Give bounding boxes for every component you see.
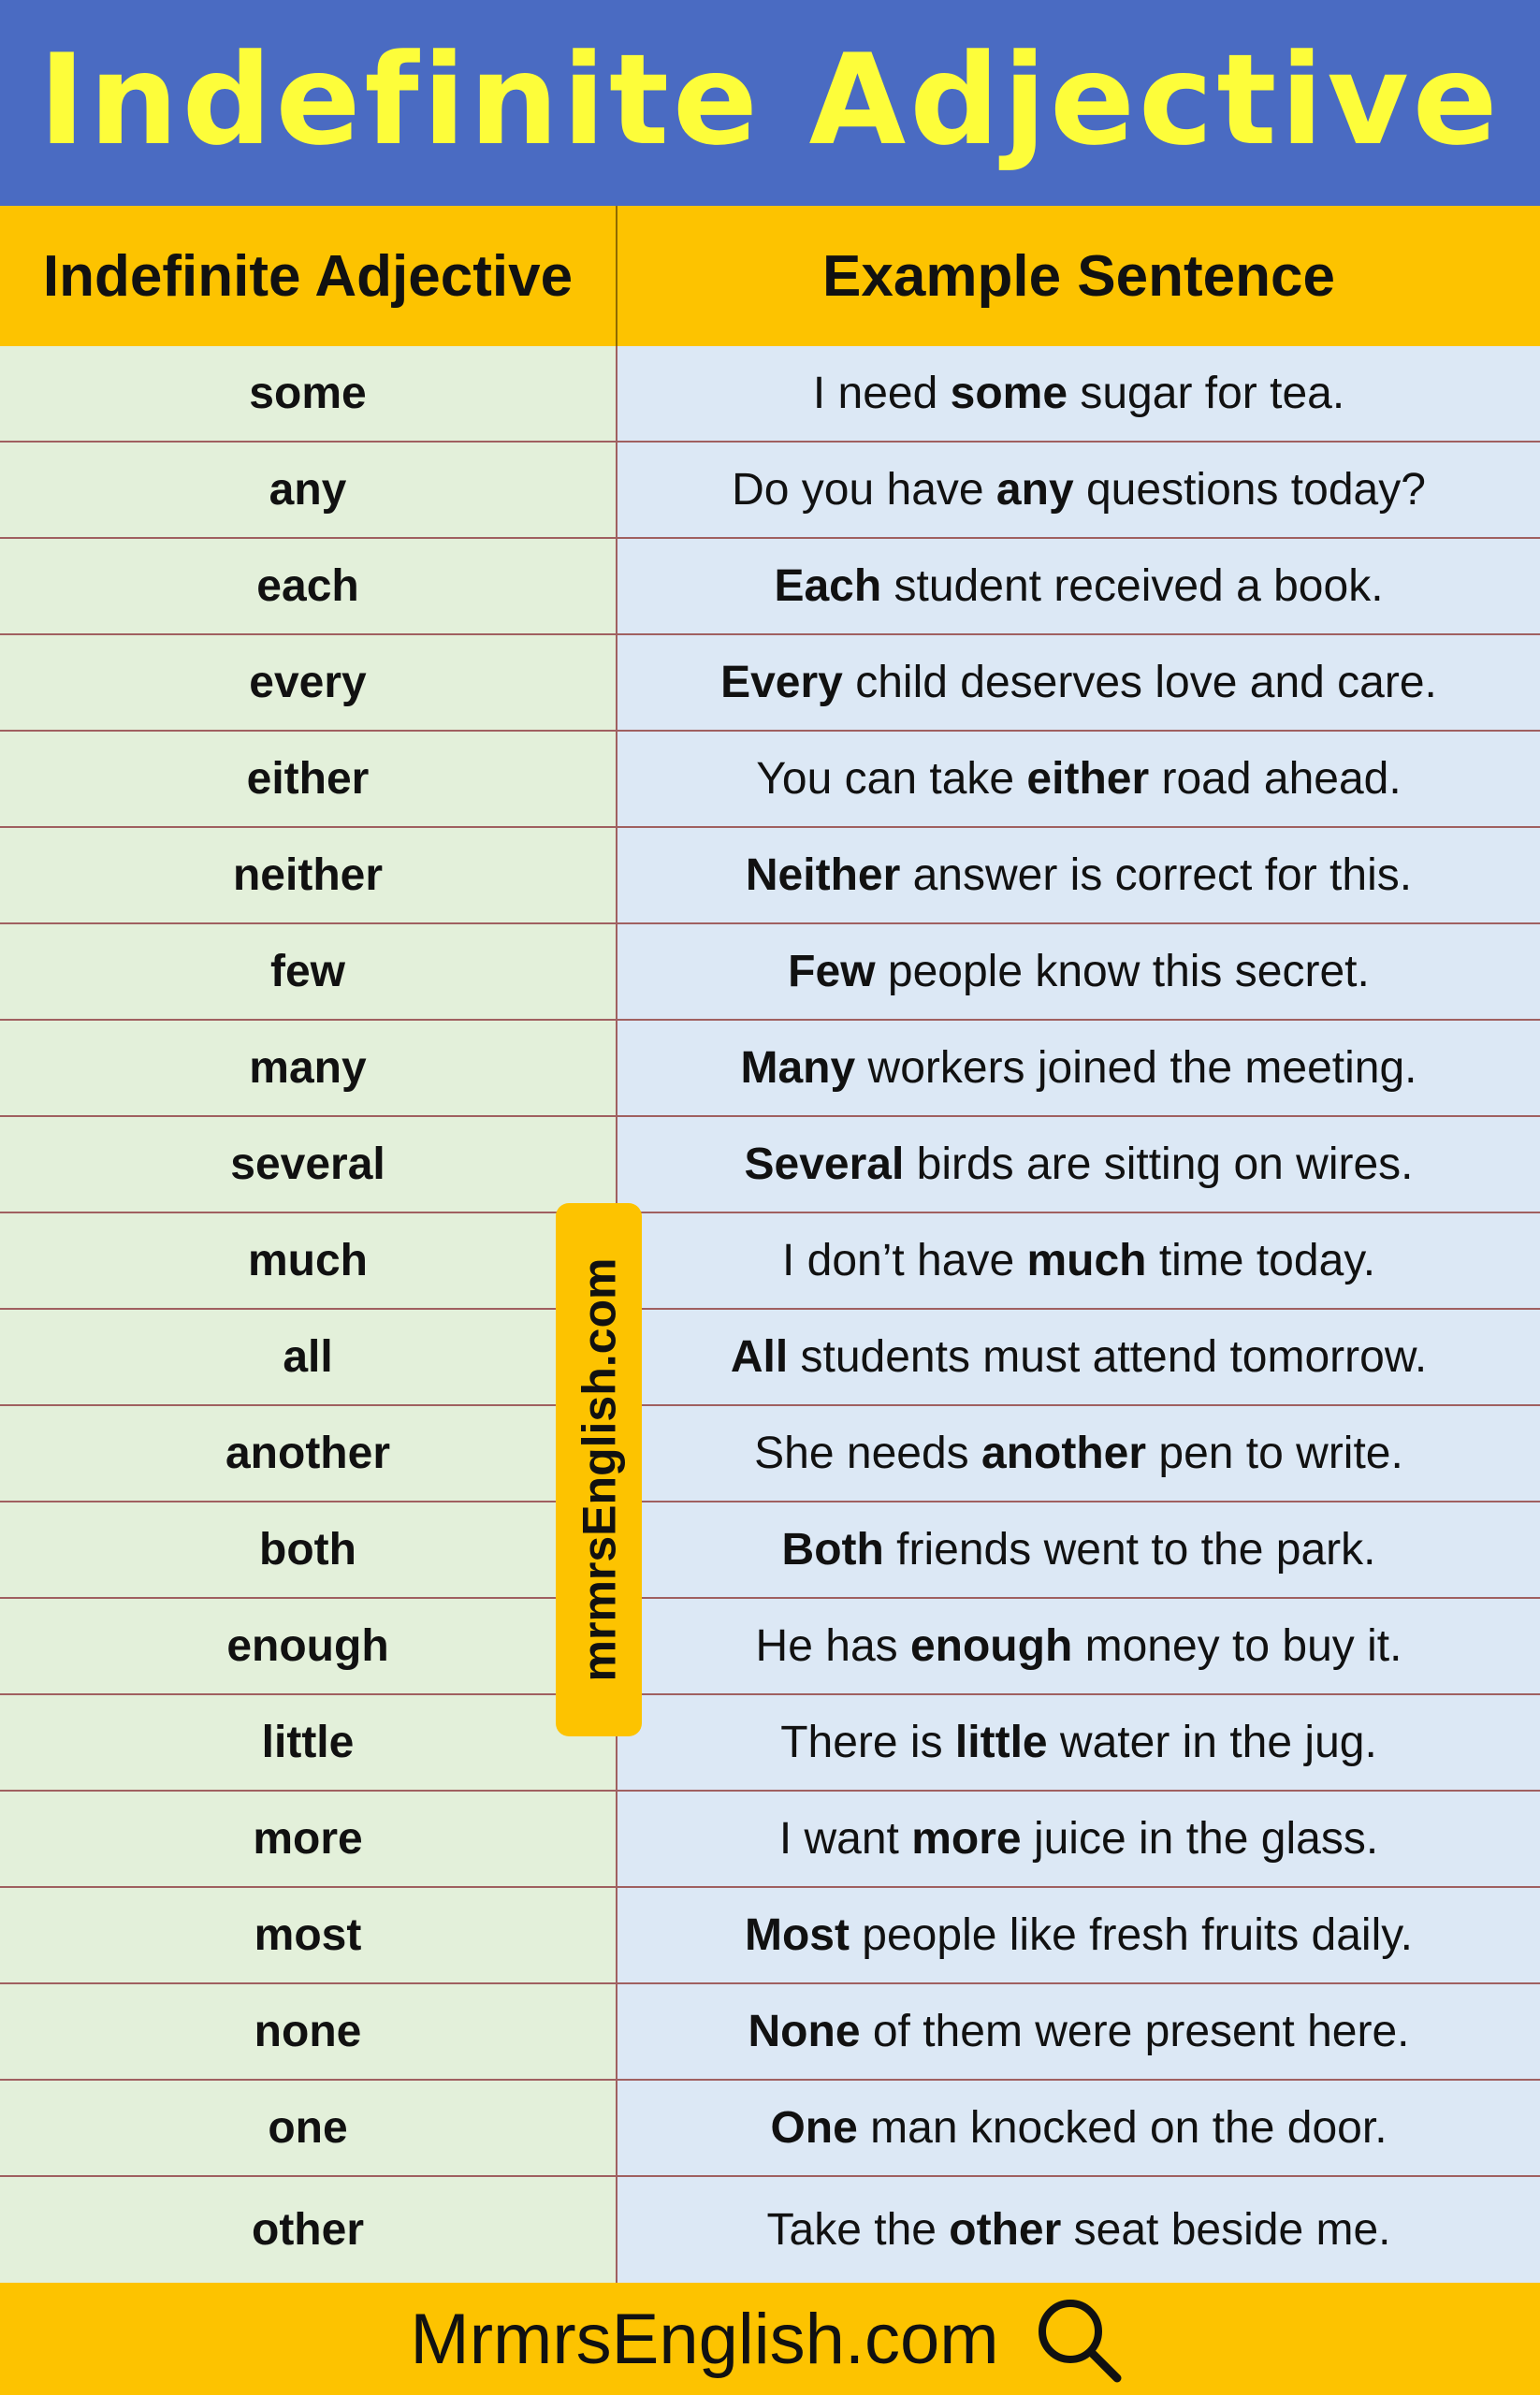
adjective-cell: another [0, 1406, 617, 1501]
table-row [0, 443, 1540, 539]
sentence-keyword: One [770, 2103, 858, 2153]
example-cell [617, 1695, 1540, 1790]
sentence-end: juice in the glass. [1021, 1814, 1379, 1864]
sentence-start: She needs [754, 1429, 982, 1478]
table-row [0, 1406, 1540, 1502]
sentence-keyword: Few [788, 947, 876, 996]
header-indefinite-adjective: Indefinite Adjective [0, 206, 617, 346]
sentence-end: friends went to the park. [883, 1525, 1376, 1575]
adjective-cell: none [0, 1984, 617, 2079]
sentence-keyword: Several [744, 1139, 905, 1189]
adjective-cell: any [0, 443, 617, 537]
sentence-end: pen to write. [1146, 1429, 1403, 1478]
sentence-keyword: Every [720, 658, 843, 707]
sentence-keyword: Both [781, 1525, 884, 1575]
sentence-end: birds are sitting on wires. [904, 1139, 1414, 1189]
table-row [0, 1599, 1540, 1695]
sentence-keyword: other [949, 2205, 1062, 2255]
footer-site-name[interactable]: MrmrsEnglish.com [410, 2299, 999, 2379]
adjective-cell: little [0, 1695, 617, 1790]
example-cell [617, 1984, 1540, 2079]
adjective-table [0, 346, 1540, 2283]
sentence-start: He has [755, 1621, 910, 1671]
sentence-end: man knocked on the door. [857, 2103, 1387, 2153]
sentence-end: sugar for tea. [1068, 369, 1345, 418]
footer-bar [0, 2283, 1540, 2395]
sentence-start: There is [780, 1718, 955, 1767]
sentence-end: answer is correct for this. [900, 850, 1413, 900]
header-example-sentence: Example Sentence [822, 243, 1335, 309]
sentence-start: I don’t have [781, 1236, 1027, 1285]
table-row [0, 346, 1540, 443]
sentence-end: people know this secret. [875, 947, 1370, 996]
example-cell [617, 732, 1540, 826]
adjective-cell: more [0, 1792, 617, 1886]
sentence-end: money to buy it. [1072, 1621, 1402, 1671]
example-cell [617, 924, 1540, 1019]
adjective-cell: each [0, 539, 617, 633]
table-row [0, 924, 1540, 1021]
table-row [0, 1213, 1540, 1310]
sentence-keyword: Neither [745, 850, 901, 900]
sentence-start: I need [812, 369, 951, 418]
adjective-cell: either [0, 732, 617, 826]
sentence-end: seat beside me. [1061, 2205, 1391, 2255]
example-cell [617, 1888, 1540, 1982]
adjective-cell: several [0, 1117, 617, 1212]
adjective-cell: few [0, 924, 617, 1019]
sentence-end: time today. [1146, 1236, 1376, 1285]
table-row [0, 2081, 1540, 2177]
example-cell [617, 1502, 1540, 1597]
sentence-keyword: little [954, 1718, 1048, 1767]
sentence-keyword: Many [740, 1043, 856, 1093]
sentence-keyword: None [748, 2007, 861, 2056]
example-cell [617, 1406, 1540, 1501]
adjective-cell: most [0, 1888, 617, 1982]
watermark-text: mrmrsEnglish.com [573, 1257, 625, 1682]
sentence-keyword: some [950, 369, 1068, 418]
sentence-keyword: another [981, 1429, 1147, 1478]
sentence-keyword: Most [744, 1910, 850, 1960]
adjective-cell: enough [0, 1599, 617, 1693]
table-row [0, 1984, 1540, 2081]
adjective-cell: much [0, 1213, 617, 1308]
table-row [0, 1888, 1540, 1984]
sentence-end: water in the jug. [1047, 1718, 1377, 1767]
example-cell [617, 1021, 1540, 1115]
watermark-badge [556, 1203, 642, 1736]
example-cell [617, 539, 1540, 633]
table-row [0, 1695, 1540, 1792]
example-cell [617, 346, 1540, 441]
adjective-cell: neither [0, 828, 617, 922]
sentence-start: I want [778, 1814, 912, 1864]
sentence-end: students must attend tomorrow. [788, 1332, 1428, 1382]
search-icon[interactable] [1027, 2292, 1130, 2386]
adjective-cell: one [0, 2081, 617, 2175]
sentence-end: of them were present here. [860, 2007, 1410, 2056]
example-cell [617, 1599, 1540, 1693]
table-row [0, 1502, 1540, 1599]
page-title: Indefinite Adjective [38, 27, 1502, 173]
sentence-start: You can take [756, 754, 1027, 804]
example-cell [617, 2081, 1540, 2175]
example-cell [617, 1792, 1540, 1886]
sentence-keyword: enough [909, 1621, 1073, 1671]
adjective-cell: every [0, 635, 617, 730]
example-cell [617, 1117, 1540, 1212]
sentence-keyword: much [1026, 1236, 1147, 1285]
table-row [0, 1117, 1540, 1213]
adjective-cell: other [0, 2177, 617, 2283]
sentence-end: child deserves love and care. [842, 658, 1437, 707]
sentence-keyword: All [730, 1332, 789, 1382]
sentence-end: people like fresh fruits daily. [849, 1910, 1414, 1960]
sentence-end: student received a book. [881, 561, 1384, 611]
sentence-keyword: Each [774, 561, 882, 611]
sentence-end: questions today? [1073, 465, 1426, 515]
table-row [0, 635, 1540, 732]
adjective-cell: some [0, 346, 617, 441]
example-cell [617, 1213, 1540, 1308]
table-row [0, 1021, 1540, 1117]
sentence-end: road ahead. [1149, 754, 1402, 804]
table-header [0, 206, 1540, 346]
sentence-end: workers joined the meeting. [855, 1043, 1417, 1093]
example-cell [617, 443, 1540, 537]
table-row [0, 2177, 1540, 2283]
table-row [0, 1792, 1540, 1888]
example-cell [617, 2177, 1540, 2283]
example-cell [617, 828, 1540, 922]
adjective-cell: many [0, 1021, 617, 1115]
sentence-start: Do you have [732, 465, 996, 515]
example-cell [617, 635, 1540, 730]
example-cell [617, 1310, 1540, 1404]
table-row [0, 828, 1540, 924]
adjective-cell: all [0, 1310, 617, 1404]
table-row [0, 732, 1540, 828]
sentence-keyword: more [911, 1814, 1022, 1864]
sentence-keyword: any [995, 465, 1074, 515]
sentence-start: Take the [766, 2205, 950, 2255]
table-row [0, 1310, 1540, 1406]
adjective-cell: both [0, 1502, 617, 1597]
sentence-keyword: either [1026, 754, 1150, 804]
title-banner [0, 0, 1540, 206]
table-row [0, 539, 1540, 635]
